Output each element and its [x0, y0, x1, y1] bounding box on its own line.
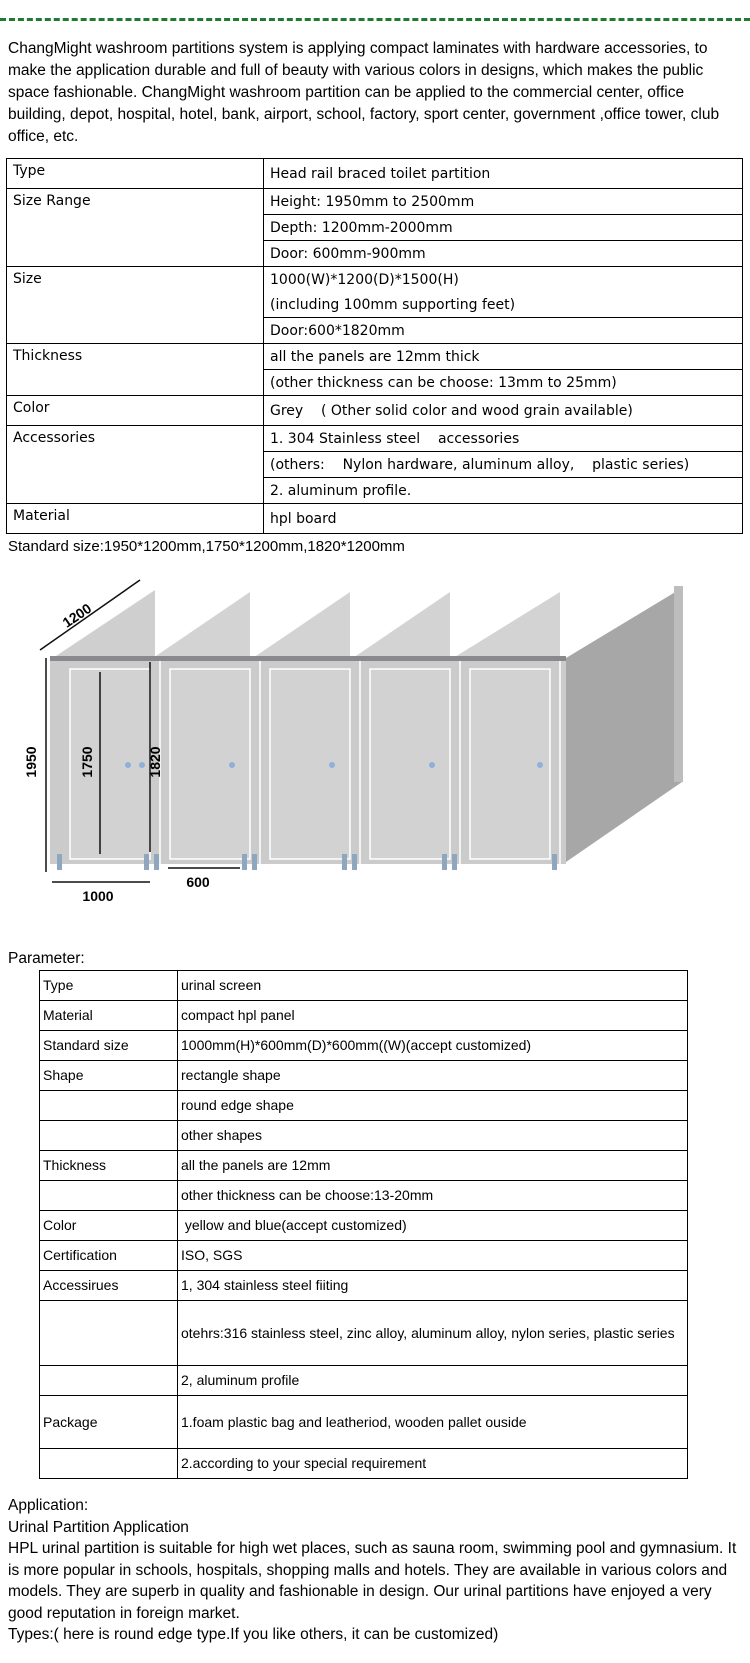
- support-foot: [452, 854, 457, 870]
- table-row: [40, 1181, 688, 1211]
- parameter-title: Parameter:: [8, 950, 85, 967]
- param-value: round edge shape: [178, 1091, 688, 1121]
- table-row: [40, 1061, 688, 1091]
- application-body: HPL urinal partition is suitable for high wet places, such as sauna room, swimming pool and gymnasium. It is more popular in schools, hospitals, shopping malls and hotels. They are available in various colors and models. They are superb in quality and fashionable in design. Our urinal partitions have enjoyed a very good reputation in foreign market.: [8, 1540, 737, 1622]
- support-foot: [342, 854, 347, 870]
- param-key-thickness: Thickness: [40, 1151, 178, 1181]
- spec-value: Grey ( Other solid color and wood grain available): [264, 396, 743, 426]
- param-value: 2.according to your special requirement: [178, 1449, 688, 1479]
- spec-key-size-range: Size Range: [7, 189, 264, 267]
- table-row: [40, 1091, 688, 1121]
- table-row: [7, 159, 743, 189]
- door-handle: [429, 762, 435, 768]
- application-types: Types:( here is round edge type.If you like others, it can be customized): [8, 1626, 499, 1643]
- door-handle: [125, 762, 131, 768]
- partition-drawing: [0, 572, 710, 932]
- table-row: [40, 1001, 688, 1031]
- application-section: [8, 1495, 743, 1646]
- support-foot: [242, 854, 247, 870]
- spec-value: Head rail braced toilet partition: [264, 159, 743, 189]
- spec-key-accessories: Accessories: [7, 426, 264, 504]
- door-handle: [139, 762, 145, 768]
- spec-key-type: Type: [7, 159, 264, 189]
- param-value: yellow and blue(accept customized): [178, 1211, 688, 1241]
- door: [270, 669, 350, 859]
- fin-panel: [150, 592, 250, 660]
- support-foot: [252, 854, 257, 870]
- support-foot: [552, 854, 557, 870]
- table-row: [40, 1396, 688, 1449]
- param-value: 1000mm(H)*600mm(D)*600mm((W)(accept customized): [178, 1031, 688, 1061]
- param-key-material: Material: [40, 1001, 178, 1031]
- param-value: all the panels are 12mm: [178, 1151, 688, 1181]
- param-key-standard-size: Standard size: [40, 1031, 178, 1061]
- spec-value: (other thickness can be choose: 13mm to 25mm): [264, 370, 743, 396]
- spec-key-size: Size: [7, 267, 264, 344]
- dim-label-width: 1000: [82, 888, 114, 904]
- end-post: [674, 586, 683, 782]
- dim-label-door-width: 600: [186, 874, 210, 890]
- table-row: [40, 1241, 688, 1271]
- table-row: [40, 1121, 688, 1151]
- door: [370, 669, 450, 859]
- spec-key-material: Material: [7, 504, 264, 534]
- spec-key-color: Color: [7, 396, 264, 426]
- door-handle: [329, 762, 335, 768]
- application-title: Application:: [8, 1497, 89, 1514]
- support-foot: [442, 854, 447, 870]
- standard-size-text: Standard size:1950*1200mm,1750*1200mm,1820*1200mm: [8, 538, 405, 555]
- table-row: [7, 426, 743, 452]
- spec-table: [6, 158, 743, 534]
- param-key-type: Type: [40, 971, 178, 1001]
- support-foot: [57, 854, 62, 870]
- spec-key-thickness: Thickness: [7, 344, 264, 396]
- param-value: rectangle shape: [178, 1061, 688, 1091]
- application-subtitle: Urinal Partition Application: [8, 1518, 189, 1536]
- table-row: [7, 396, 743, 426]
- fin-panel: [350, 592, 450, 660]
- table-row: [7, 504, 743, 534]
- table-row: [7, 267, 743, 293]
- spec-value: hpl board: [264, 504, 743, 534]
- table-row: [7, 344, 743, 370]
- spec-value: all the panels are 12mm thick: [264, 344, 743, 370]
- table-row: [40, 1449, 688, 1479]
- spec-value: 2. aluminum profile.: [264, 478, 743, 504]
- param-value: 1, 304 stainless steel fiiting: [178, 1271, 688, 1301]
- dim-label-height: 1950: [23, 746, 39, 778]
- spec-value: 1000(W)*1200(D)*1500(H): [264, 267, 743, 293]
- dim-label-depth: 1200: [59, 599, 95, 631]
- dashed-divider: [0, 18, 750, 21]
- param-key-empty: [40, 1181, 178, 1211]
- fin-panel: [450, 592, 560, 660]
- table-row: [40, 1031, 688, 1061]
- param-key-empty: [40, 1449, 178, 1479]
- dim-label-inner-height: 1750: [79, 746, 95, 778]
- support-foot: [352, 854, 357, 870]
- table-row: [40, 1271, 688, 1301]
- door-handle: [537, 762, 543, 768]
- param-key-empty: [40, 1301, 178, 1366]
- spec-value: Door: 600mm-900mm: [264, 241, 743, 267]
- param-key-empty: [40, 1366, 178, 1396]
- door: [170, 669, 250, 859]
- param-key-package: Package: [40, 1396, 178, 1449]
- param-value: other thickness can be choose:13-20mm: [178, 1181, 688, 1211]
- param-value: compact hpl panel: [178, 1001, 688, 1031]
- table-row: [7, 189, 743, 215]
- head-rail: [50, 656, 566, 661]
- param-key-empty: [40, 1121, 178, 1151]
- table-row: [40, 1211, 688, 1241]
- param-value: otehrs:316 stainless steel, zinc alloy, aluminum alloy, nylon series, plastic series: [178, 1301, 688, 1366]
- parameter-table: [39, 970, 688, 1479]
- spec-value: Depth: 1200mm-2000mm: [264, 215, 743, 241]
- table-row: [40, 1301, 688, 1366]
- table-row: [40, 971, 688, 1001]
- param-value: urinal screen: [178, 971, 688, 1001]
- spec-value: (including 100mm supporting feet): [264, 292, 743, 318]
- spec-value: (others: Nylon hardware, aluminum alloy, plastic series): [264, 452, 743, 478]
- door-handle: [229, 762, 235, 768]
- param-value: 2, aluminum profile: [178, 1366, 688, 1396]
- param-key-accessories: Accessirues: [40, 1271, 178, 1301]
- param-key-empty: [40, 1091, 178, 1121]
- spec-value: 1. 304 Stainless steel accessories: [264, 426, 743, 452]
- side-wall: [566, 588, 682, 862]
- fin-panel: [250, 592, 350, 660]
- spec-value: Door:600*1820mm: [264, 318, 743, 344]
- support-foot: [144, 854, 149, 870]
- param-value: ISO, SGS: [178, 1241, 688, 1271]
- param-value: other shapes: [178, 1121, 688, 1151]
- table-row: [40, 1151, 688, 1181]
- dim-label-door-height: 1820: [147, 746, 163, 778]
- param-key-color: Color: [40, 1211, 178, 1241]
- intro-paragraph: ChangMight washroom partitions system is applying compact laminates with hardware accessories, to make the application durable and full of beauty with various colors in designs, which makes the public space fashionable. ChangMight washroom partition can be applied to the commercial center, office building, depot, hospital, hotel, bank, airport, school, factory, sport center, government ,office tower, club office, etc.: [8, 40, 720, 145]
- table-row: [40, 1366, 688, 1396]
- param-key-shape: Shape: [40, 1061, 178, 1091]
- support-foot: [154, 854, 159, 870]
- spec-value: Height: 1950mm to 2500mm: [264, 189, 743, 215]
- param-value: 1.foam plastic bag and leatheriod, wooden pallet ouside: [178, 1396, 688, 1449]
- param-key-certification: Certification: [40, 1241, 178, 1271]
